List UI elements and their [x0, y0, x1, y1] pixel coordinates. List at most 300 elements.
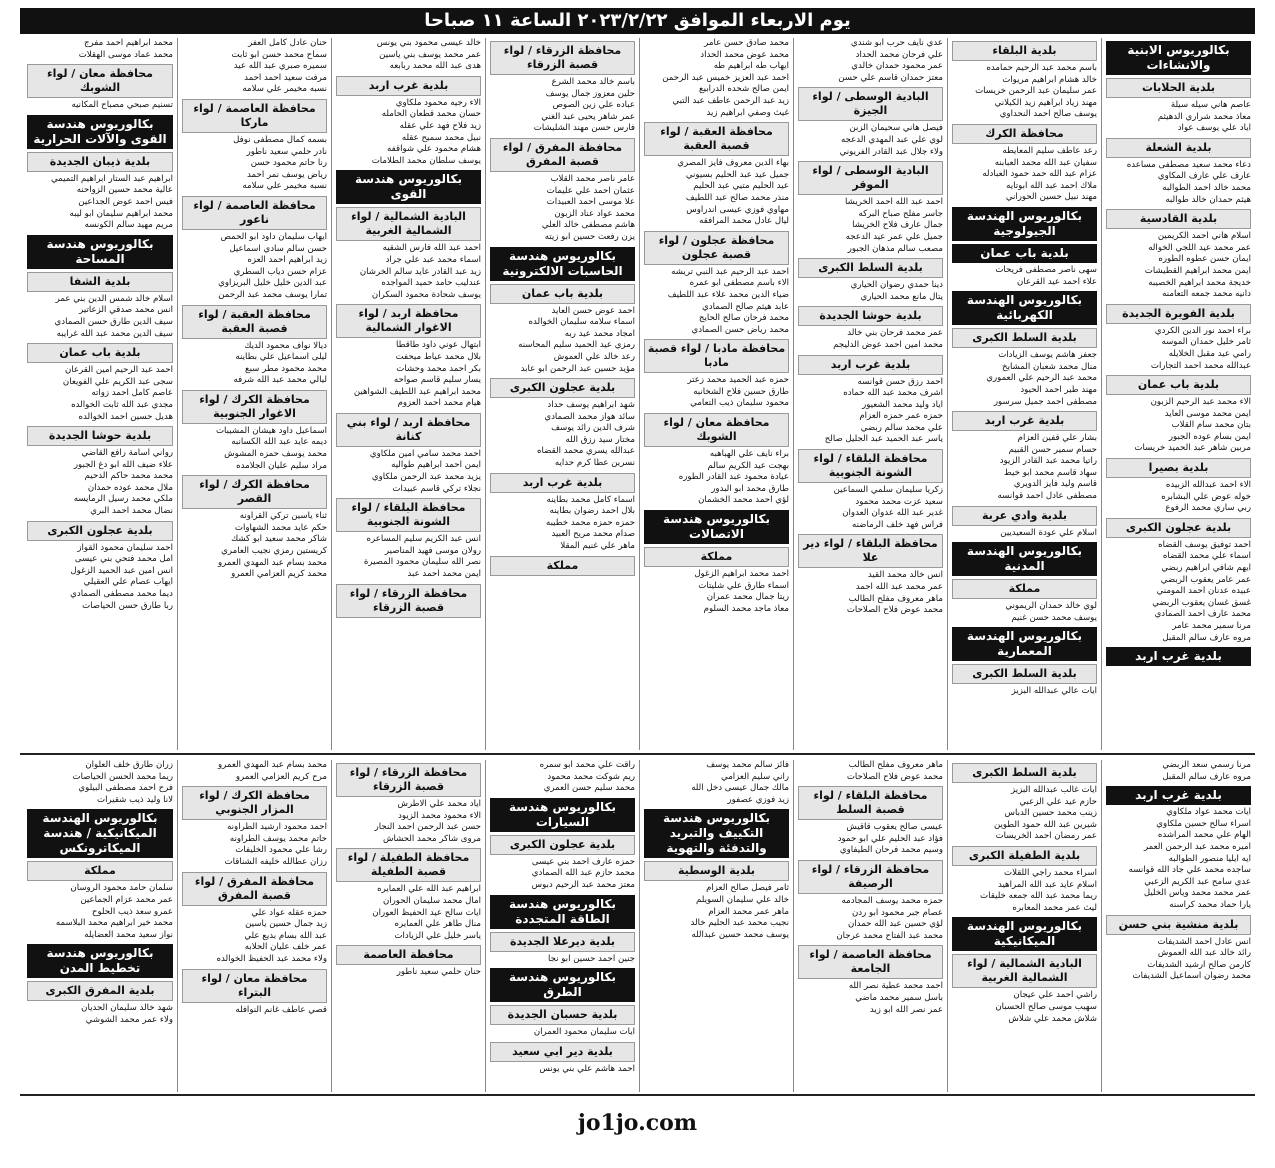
name-entry: دانيه محمد جمعه التعامنه	[1162, 289, 1251, 300]
name-entry: اسماء علي محمد القضاه	[1162, 551, 1251, 562]
name-entry: اسماء محمد عبد علي جراد	[385, 254, 481, 265]
name-entry: عاصم هاني سيله سيلة	[1170, 100, 1251, 110]
name-entry: يسار سليم قاسم صواحه	[393, 375, 481, 386]
name-entry: اسماء كامل محمد بطاينه	[546, 494, 635, 505]
section-heading: مملكة	[27, 861, 173, 881]
name-entry: سيف الدين محمد عبد الله غرايبه	[56, 328, 173, 339]
name-entry: ليالي محمد عبد الله شرفه	[233, 375, 327, 386]
name-entry: ثامر فيصل صالح العزام	[706, 883, 789, 894]
section-heading: بلدية الطفيلة الكبرى	[952, 846, 1097, 866]
name-entry: راقت علي محمد ابو سمره	[539, 760, 635, 770]
name-entry: حسن عبد الرحمن احمد النجار	[374, 822, 481, 833]
name-entry: محمود سليمان ذيب التعامي	[690, 398, 789, 409]
name-entry: احمد عبد الرحيم امين القرعان	[65, 365, 173, 376]
name-entry: اسلام خالد شمس الدين بني عمر	[55, 293, 173, 304]
section-heading: بكالوريوس هندسة التكييف والتبريد والتدفئة والتهوية	[644, 809, 789, 858]
name-entry: سجى عبد الكريم علي الفويعان	[62, 376, 173, 387]
section-heading: محافظة الكرك / لواء القصر	[182, 475, 327, 509]
name-entry: شاكر محمد سعيد ابو كشك	[231, 534, 327, 545]
name-entry: يوسف محمد حسن غنيم	[1011, 612, 1097, 623]
column	[1101, 760, 1255, 1092]
name-entry: مراد سليم عليان الجلامده	[236, 460, 327, 471]
section-heading: بلدية عجلون الكبرى	[1106, 518, 1251, 538]
name-entry: سهى ناصر مصطفى فريحات	[995, 264, 1097, 275]
section-heading: بلدية باب عمان	[1106, 375, 1251, 395]
name-entry: رائد خالد عبد الله العموش	[1157, 948, 1251, 959]
name-entry: عدي نايف حرب ابو شندي	[851, 38, 943, 48]
name-entry: مروى شاكر محمد الحشاش	[382, 833, 481, 844]
site-watermark: jo1jo.com	[577, 1110, 698, 1136]
column	[639, 760, 793, 1092]
name-entry: انس محمد صدقي الزعاتير	[79, 305, 173, 316]
name-entry: مصعب سالم مذهان الجبور	[847, 243, 943, 254]
name-entry: شيرين عبد الله حمود الطوين	[993, 819, 1097, 830]
name-entry: محمد رياض حسن الصمادي	[691, 324, 789, 335]
name-entry: اسراء محمد راجي اللقلات	[1003, 867, 1097, 878]
name-entry: ايهم شافي ابراهيم ربضي	[1161, 563, 1251, 574]
name-entry: محمد بسام عبد المهدي العمرو	[218, 760, 327, 770]
section-heading: بلدية المفرق الكبرى	[27, 981, 173, 1001]
name-entry: فؤاد عبد الحليم علي ابو حمود	[837, 833, 943, 844]
name-entry: اياد محمد علي الاطرش	[397, 799, 481, 809]
name-entry: ثناء ياسين تركي القراونه	[239, 511, 327, 522]
name-entry: بهاء الدين معروف فايز المصري	[677, 158, 789, 169]
name-entry: طارق حسين فلاح الشخانبه	[693, 386, 789, 397]
name-entry: لانا وليد ذيب شقيرات	[97, 794, 173, 805]
name-entry: نضال محمد احمد البري	[90, 506, 173, 517]
section-heading: بكالوريوس الهندسة الجيولوجية	[952, 207, 1097, 241]
name-entry: اميره محمد عبد الرحمن العمر	[1143, 841, 1251, 852]
name-entry: الاء محمود محمد الزيود	[398, 810, 481, 821]
name-entry: ولاء عمر محمد الشوشي	[85, 1014, 173, 1025]
name-entry: ابراهيم عبد الستار ابراهيم التميمي	[51, 173, 173, 184]
name-entry: اسماء طارق علي شليتات	[698, 580, 789, 591]
name-entry: هاشم مصطفى خالد العلي	[541, 220, 635, 231]
name-entry: اسماء سلامه سليمان الخوالده	[528, 317, 635, 328]
name-entry: عمر رمضان احمد الخريسات	[995, 831, 1097, 842]
name-entry: عمر نصر الله ابو زيد	[869, 1004, 943, 1015]
section-heading: بكالوريوس الابنية والانشاءات	[1106, 41, 1251, 75]
name-entry: خالد هشام ابراهيم مريوات	[1002, 74, 1097, 85]
name-entry: رشا علي محمود الخليفات	[235, 845, 327, 856]
section-heading: البادية الشمالية / لواء الشمالية الغربية	[336, 207, 481, 241]
name-entry: حمزه حمزه محمد خطيبه	[545, 517, 635, 528]
name-entry: ايمن احمد ابراهيم طواليه	[391, 460, 481, 471]
section-heading: بكالوريوس هندسة الاتصالات	[644, 510, 789, 544]
name-entry: مرنا سمير محمد عامر	[1172, 621, 1251, 631]
name-entry: احمد عبد العزيز خميس عبد الرحمن	[662, 72, 789, 83]
section-heading: محافظة العقبة / لواء قصبة العقبة	[182, 305, 327, 339]
column	[1101, 38, 1255, 750]
section-heading: بلدية السلط الكبرى	[952, 763, 1097, 783]
section-heading: بلدية عجلون الكبرى	[27, 521, 173, 541]
name-entry: مربين شاهر عبد الحميد خريسات	[1134, 443, 1251, 454]
name-entry: ريتا جمال محمد عمران	[706, 592, 789, 603]
name-entry: عصام جبر محمود ابو ردن	[852, 907, 943, 918]
name-entry: يارا حماد محمد كراسنه	[1169, 899, 1251, 910]
name-entry: ايات محمد عواد ملكاوي	[1166, 807, 1251, 818]
name-entry: شرف الدين رائد يوسف	[551, 423, 635, 434]
column	[177, 38, 331, 750]
name-entry: يتال مانع محمد الحياري	[860, 291, 943, 302]
name-entry: محمد ابراهيم عبد اللطيف الشواهين	[353, 386, 481, 397]
name-entry: نجيب محمد عبد الحليم خالد	[690, 918, 789, 929]
section-heading: بكالوريوس هندسة المساحة	[27, 235, 173, 269]
name-entry: احمد سليمان محمود القواز	[77, 542, 173, 553]
name-entry: ديالا نواف محمود الديك	[244, 340, 327, 351]
name-entry: غيث وصفي ابراهيم زيد	[706, 107, 789, 118]
name-entry: عمرو سعد ذيب الحلوح	[91, 906, 173, 917]
name-entry: عندليب حامد حميد المواجده	[381, 278, 481, 289]
name-entry: حسان محمد قطعان الحامله	[381, 109, 481, 120]
name-entry: بلال محمد عياط ميحفت	[395, 351, 481, 362]
section-heading: مملكة	[490, 556, 635, 576]
name-entry: معتز حمدان قاسم علي حسن	[838, 72, 943, 83]
name-entry: ريم شوكت محمد محمود	[547, 771, 635, 782]
name-entry: ولاء جلال عبد القادر الفريوني	[839, 146, 943, 157]
name-entry: علي محمد سالم ربضي	[860, 422, 943, 433]
name-entry: حنان حلمي سعيد ناطور	[396, 967, 481, 978]
section-heading: بلدية غرب اربد	[798, 355, 943, 375]
section-heading: محافظة العقبة / لواء قصبة العقبة	[644, 122, 789, 156]
name-entry: ريما محمد الحسن الحياصات	[72, 771, 173, 782]
name-entry: هيام محمد احمد العزوم	[397, 398, 481, 409]
name-entry: بتان محمد سام القلاب	[1171, 420, 1251, 431]
name-entry: مهاوي فوزي عيسى اندراوس	[686, 204, 789, 215]
name-entry: عبد الدين خليل خليل البريزاوي	[218, 278, 327, 289]
column	[947, 760, 1101, 1092]
section-heading: بلدية ذيبان الجديدة	[27, 152, 173, 172]
name-entry: عامر ناصر محمد القلاب	[550, 173, 635, 184]
name-entry: سائد هواز محمد الصمادي	[544, 411, 635, 422]
column	[177, 760, 331, 1092]
name-entry: حمزه عمر حمزه العزام	[859, 411, 943, 422]
name-entry: مرفت سعيد احمد احمد	[244, 72, 327, 83]
section-heading: محافظة العاصمة	[336, 945, 481, 965]
name-entry: باسل سمير محمد ماضي	[855, 992, 943, 1003]
section-heading: بلدية الشعلة	[1106, 138, 1251, 158]
name-entry: عيسى صالح يعقوب قاقيش	[846, 822, 943, 833]
name-entry: ايمن صالح شحده الدرابيع	[699, 84, 789, 95]
name-entry: خالد عيسى محمود بني يونس	[376, 38, 481, 48]
name-entry: يزن رفعت حسين ابو زيته	[544, 231, 635, 242]
name-entry: فارس حسن مهند الشليشات	[533, 123, 635, 134]
name-entry: ريما محمد عبد الله جمعه خليقات	[980, 891, 1097, 902]
name-entry: عمر محمد فرحان بني خالد	[847, 328, 943, 339]
name-entry: محمد خير ابراهيم محمد البلاسمه	[55, 918, 173, 929]
name-entry: احمد توفيق يوسف القضاه	[1158, 539, 1251, 550]
name-entry: محمد سليم حسن العمري	[543, 783, 635, 794]
name-entry: احمد محمد سامي امين ملكاوي	[369, 448, 481, 459]
name-entry: لوي علي عبد المهدي الدعجه	[840, 134, 943, 145]
name-entry: رعد خالد علي العموش	[553, 351, 635, 362]
column	[639, 38, 793, 750]
name-entry: منال طاهر علي العمايره	[394, 919, 481, 930]
name-entry: ايهاب طه ابراهيم طه	[713, 61, 789, 72]
name-entry: زكريا سليمان سلمي السماعين	[833, 485, 943, 496]
name-entry: عمر خلف عليان الحلابه	[244, 942, 327, 953]
section-heading: بكالوريوس هندسة الطاقة المتجددة	[490, 895, 635, 929]
name-entry: لوي خالد حمدان الريموني	[1005, 601, 1097, 612]
name-entry: مهند طير احمد الحيود	[1020, 384, 1097, 395]
name-entry: جمال عارف فلاح الخريشا	[852, 220, 943, 231]
name-entry: اسماعيل داود هيشان المشيبات	[215, 425, 327, 436]
name-entry: ملكي محمد رسيل الرمايسه	[73, 494, 173, 505]
page-header: يوم الاربعاء الموافق ٢٠٢٣/٢/٢٢ الساعة ١١ صباحا	[20, 8, 1255, 34]
bottom-columns	[20, 760, 1255, 1092]
name-entry: عمر سليمان عبد الرحمن خريسات	[975, 86, 1097, 97]
name-entry: لؤي احمد محمد الخشمان	[698, 495, 789, 506]
name-entry: محمد فرحان صالح الحايج	[698, 313, 789, 324]
name-entry: مهند زياد ابراهيم زيد الكيلاني	[994, 97, 1097, 108]
section-heading: محافظة المفرق / لواء قصبة المفرق	[182, 872, 327, 906]
name-entry: محمد محمد حاكم الدحيم	[84, 471, 173, 482]
name-entry: حمزه عقله عواد علي	[251, 907, 327, 918]
name-entry: غسق غسان يعقوب الربضي	[1152, 597, 1251, 608]
name-entry: ماهر معروف مفلح الطالب	[848, 760, 943, 770]
name-entry: رمزي عيد الحميد سليم المحاسنه	[518, 340, 635, 351]
name-entry: نسبه مخيمر علي سلامه	[242, 181, 327, 192]
name-entry: عثمان احمد علي عليمات	[546, 185, 635, 196]
name-entry: دعاء محمد سعيد مصطفى مساعده	[1126, 159, 1251, 170]
name-entry: زيد ابراهيم احمد العزه	[247, 255, 327, 266]
name-entry: علاء ضيف الله ابو دغ الجبور	[73, 459, 173, 470]
name-entry: عاصم كامل احمد زواته	[91, 388, 173, 399]
name-entry: سيف الدين طارق حسن الصمادي	[54, 316, 173, 327]
name-entry: سعيد عزت محمد محمود	[855, 496, 943, 507]
name-entry: ربي ساري محمد الرفوع	[1165, 503, 1251, 514]
name-entry: عدي سامح عبد الكريم الزعبي	[1144, 876, 1251, 887]
name-entry: خالد علي سليمان السويلم	[696, 894, 789, 905]
section-heading: محافظة الزرقاء / لواء قصبة الزرقاء	[490, 41, 635, 75]
name-entry: باسم محمد عبد الرحيم حمامده	[986, 63, 1097, 73]
name-entry: بهجت عيد الكريم سالم	[707, 460, 789, 471]
name-entry: احمد عبد الله احمد الخريشا	[845, 197, 943, 208]
name-entry: نواز سعيد محمد العضايله	[84, 929, 173, 940]
section-heading: بلدية غرب اربد	[336, 76, 481, 96]
name-entry: حكم عايد محمد الشهاوات	[234, 522, 327, 533]
name-entry: مالك جمال عيسى دخل الله	[691, 783, 789, 794]
name-entry: سميره صبري عبد الله عيد	[233, 61, 327, 72]
section-heading: بكالوريوس الهندسة الكهربائية	[952, 291, 1097, 325]
section-heading: محافظة البلقاء / لواء الشونة الجنوبية	[798, 449, 943, 483]
name-entry: عباده علي زين الصوص	[552, 100, 635, 111]
name-entry: فائز سالم محمد يوسف	[706, 760, 789, 770]
section-heading: محافظة المفرق / لواء قصبة المفرق	[490, 138, 635, 172]
name-entry: ايهاب عصام علي العقيلي	[83, 577, 173, 588]
name-entry: نجلاء تركي قاسم عبيدات	[392, 483, 481, 494]
name-entry: فراس فهد خلف الرماضنه	[851, 519, 943, 530]
name-entry: زينب محمد حسين الدباس	[1004, 808, 1097, 819]
name-entry: منال محمد شعبان المشايخ	[1002, 361, 1097, 372]
name-entry: عيادة محمود عبد القادر الطوره	[678, 472, 789, 483]
name-entry: محمد رضوان اسماعيل الشديفات	[1132, 971, 1251, 982]
name-entry: قاسم وليد فايز الدويري	[1013, 479, 1097, 490]
name-entry: محمد عبد الرحيم علي العموري	[986, 373, 1097, 384]
name-entry: حمزه عبد الحميد محمد زعتر	[687, 375, 789, 386]
name-entry: مريم مهيد سالم الكونسه	[84, 220, 173, 231]
name-entry: يوسف صالح احمد النحداوي	[999, 109, 1097, 120]
section-heading: محافظة الزرقاء / لواء قصبة الزرقاء	[336, 763, 481, 797]
name-entry: جاسر مفلح صباح البركه	[858, 208, 943, 219]
section-heading: بلدية البلقاء	[952, 41, 1097, 61]
name-entry: محمد بسام عبد المهدي العمرو	[218, 557, 327, 568]
name-entry: سهيب موسى صالح الحسبان	[995, 1001, 1097, 1012]
column	[331, 760, 485, 1092]
name-entry: نسبه مخيمر علي سلامه	[242, 84, 327, 95]
name-entry: مختار سيد رزق الله	[565, 434, 635, 445]
column	[23, 38, 177, 750]
section-heading: بلدية دير ابي سعيد	[490, 1042, 635, 1062]
name-entry: عمر محمود حمدان خالدي	[851, 61, 943, 72]
name-entry: رياض يوسف نمر احمد	[247, 169, 327, 180]
name-entry: براء احمد نور الدين الكردي	[1154, 325, 1251, 336]
section-heading: محافظة البلقاء / لواء الشونة الجنوبية	[336, 498, 481, 532]
name-entry: رواني اسامة رافع القاضي	[81, 448, 173, 459]
name-entry: هشام محمود علي شواقفه	[387, 144, 481, 155]
section-heading: محافظة الطفيلة / لواء قصبة الطفيلة	[336, 848, 481, 882]
name-entry: ايمان حسن عطوه الطوره	[1158, 254, 1251, 265]
section-heading: محافظة الزرقاء / لواء قصبة الزرقاء	[336, 584, 481, 618]
name-entry: ضياء الدين محمد علاء عبد اللطيف	[667, 289, 789, 300]
name-entry: بكر احمد محمد وحشات	[396, 363, 481, 374]
name-entry: احمد محمد ابراهيم الزغول	[694, 569, 789, 580]
section-heading: بكالوريوس هندسة السيارات	[490, 798, 635, 832]
name-entry: عبدالله محمد احمد التجارات	[1150, 360, 1251, 371]
name-entry: تسنيم صبحي مصباح المكانيه	[71, 100, 173, 111]
name-entry: عزام حسن دياب السطري	[233, 266, 327, 277]
name-entry: مروه عارف سالم المقبل	[1162, 771, 1251, 782]
section-heading: بلدية منشية بني حسن	[1106, 915, 1251, 935]
name-entry: الهام علي محمد المراشده	[1157, 830, 1251, 841]
section-heading: بلدية حوشا الجديدة	[798, 306, 943, 326]
section-heading: بكالوريوس الهندسة الميكانيكية / هندسة الميكاترونكس	[27, 809, 173, 858]
name-entry: شلاش محمد علي شلاش	[1008, 1013, 1097, 1024]
name-entry: حنان عادل كامل العفر	[248, 38, 327, 48]
name-entry: الاء رجيه محمود ملكاوي	[395, 97, 481, 108]
name-entry: مجدي عبد الله ثابت الخوالده	[71, 399, 173, 410]
name-entry: محمد عماد موسى الهقلات	[78, 49, 173, 60]
name-entry: اشرف محمد عبد الله حماده	[843, 388, 943, 399]
section-heading: بلدية باب عمان	[27, 343, 173, 363]
name-entry: قصي عاطف غانم النوافله	[235, 1004, 327, 1015]
section-heading: بلدية باب عمان	[490, 284, 635, 304]
section-heading: بلدية السلط الكبرى	[798, 258, 943, 278]
section-heading: بلدية الفويرة الجديدة	[1106, 304, 1251, 324]
name-entry: محمد عواد عناد الزبون	[554, 208, 635, 219]
name-entry: محمد عوض فلاح الصلاحات	[846, 771, 943, 782]
name-entry: ليلى اسماعيل علي بطاينه	[235, 352, 327, 363]
name-entry: ديمه عايد عبد الله الكسانبه	[231, 437, 327, 448]
name-entry: محمد حازم عبد الله الصمادي	[531, 868, 635, 879]
name-entry: عيد الحليم متيي عبد الحليم	[693, 181, 789, 192]
name-entry: عمر شاهر يحيى عبد الغني	[541, 111, 635, 122]
name-entry: ثامر خليل حمدان الموسه	[1161, 337, 1251, 348]
name-entry: باسم خالد محمد الشرع	[551, 77, 635, 87]
name-entry: محمد محمود مطر سبع	[245, 363, 327, 374]
top-columns	[20, 38, 1255, 750]
name-entry: محمد عبد الفتاح محمد عرجان	[836, 930, 943, 941]
name-entry: احمد محمد عطية نصر الله	[848, 981, 943, 992]
name-entry: نبيل محمد سميح عقله	[401, 132, 481, 143]
section-heading: بلدية عجلون الكبرى	[490, 378, 635, 398]
name-entry: ديما محمد مصطفى الصمادي	[70, 589, 173, 600]
name-entry: عمر محمد عيد اللجي الخواله	[1148, 242, 1251, 253]
name-entry: هيثم حمدان خالد طوالبه	[1165, 194, 1251, 205]
section-heading: بلدية الشفا	[27, 272, 173, 292]
name-entry: نادر حلمي سعيد ناطور	[246, 146, 327, 157]
name-entry: يوسف شحادة محمود السكران	[371, 289, 481, 300]
name-entry: امل محمد فتحي بني عيسى	[74, 554, 173, 565]
name-entry: معاذ ماجد محمد السلوم	[703, 603, 789, 614]
name-entry: محمد عوض فلاح الصلاحات	[846, 605, 943, 616]
column	[485, 760, 639, 1092]
name-entry: غدير عبد الله عدوان العدوان	[842, 508, 943, 519]
section-heading: محافظة معان / لواء البتراء	[182, 969, 327, 1003]
name-entry: انس عادل احمد الشديفات	[1157, 936, 1251, 947]
name-entry: اياد علي يوسف عواد	[1177, 123, 1251, 134]
name-entry: جنين احمد حسين ابو نجا	[547, 953, 635, 964]
name-entry: عمر محمد يوسف بني ياسين	[379, 49, 481, 60]
name-entry: ابتهال عوني داود طاقطا	[396, 340, 481, 351]
section-heading: بلدية وادي عربة	[952, 506, 1097, 526]
section-heading: محافظة الكرك / لواء الاغوار الجنوبية	[182, 390, 327, 424]
name-entry: محمد ابراهيم سليمان ابو ليبه	[69, 208, 173, 219]
section-heading: محافظة اربد / لواء بني كنانة	[336, 413, 481, 447]
name-entry: عمر محمد عبد الله احمد	[855, 582, 943, 593]
name-entry: زيد عبد القادر عايد سالم الخرشان	[359, 266, 481, 277]
name-entry: الاء باسم مصطفى ابو عمره	[689, 278, 789, 289]
name-entry: بشار علي قفين العزام	[1017, 433, 1097, 444]
section-heading: محافظة الكرك	[952, 124, 1097, 144]
name-entry: مصطفى احمد جميل سرسور	[993, 396, 1097, 407]
section-heading: محافظة الزرقاء / لواء الرصيفة	[798, 860, 943, 894]
name-entry: عمر محمد محمد وياس الخليل	[1143, 888, 1251, 899]
name-entry: احمد عبد الله فارس الشقيه	[382, 243, 481, 254]
section-heading: بكالوريوس هندسة القوى والآلات الحرارية	[27, 115, 173, 149]
section-heading: بكالوريوس هندسة القوى	[336, 170, 481, 204]
section-heading: بلدية باب عمان	[952, 244, 1097, 263]
name-entry: مرح كريم العزامي العمرو	[235, 771, 327, 782]
name-entry: ايمن محمد ابراهيم القطيشات	[1144, 265, 1251, 276]
name-entry: ايمن محمد احمد عبد	[407, 569, 481, 580]
name-entry: تمارا يوسف محمد عبد الرحمن	[218, 289, 327, 300]
name-entry: ليث عمر محمد المعابره	[1012, 902, 1097, 913]
name-entry: رامي عيد مقبل الخلايله	[1168, 348, 1251, 359]
section-heading: بلدية السلط الكبرى	[952, 664, 1097, 684]
name-entry: اسراء سالح حسين ملكاوي	[1156, 818, 1251, 829]
section-heading: محافظة مادبا / لواء قصبة مادبا	[644, 339, 789, 373]
name-entry: ايات سالح عيد الحفيظ العوران	[372, 907, 481, 918]
name-entry: فيصل هاني سحيمان الزبن	[849, 123, 943, 134]
name-entry: ماهر عمر محمد العزام	[708, 906, 789, 917]
name-entry: رزان عطالله خليفه الشناقات	[224, 856, 327, 867]
name-entry: ايه ايليا منصور الطوالبه	[1168, 853, 1251, 864]
column	[23, 760, 177, 1092]
name-entry: ملال محمد عوده حمدان	[87, 482, 173, 493]
name-entry: بسمه كمال مصطفى نوفل	[233, 134, 327, 145]
name-entry: محمد امين احمد عوض الدليجم	[833, 339, 943, 350]
name-entry: ماهر علي غنيم المقلا	[560, 541, 635, 552]
column	[947, 38, 1101, 750]
name-entry: مهند نبيل حسين الحوراني	[1005, 192, 1097, 203]
section-heading: بكالوريوس الهندسة الميكانيكية	[952, 917, 1097, 951]
name-entry: معاذ محمد شراري الدهيثم	[1157, 111, 1251, 122]
section-heading: بلدية غرب اربد	[1106, 647, 1251, 666]
name-entry: دينا حمدي رضوان الحياري	[850, 280, 943, 291]
section-heading: بلدية غرب اربد	[952, 411, 1097, 431]
name-entry: محمد يوسف حمزه المشوش	[224, 449, 327, 460]
